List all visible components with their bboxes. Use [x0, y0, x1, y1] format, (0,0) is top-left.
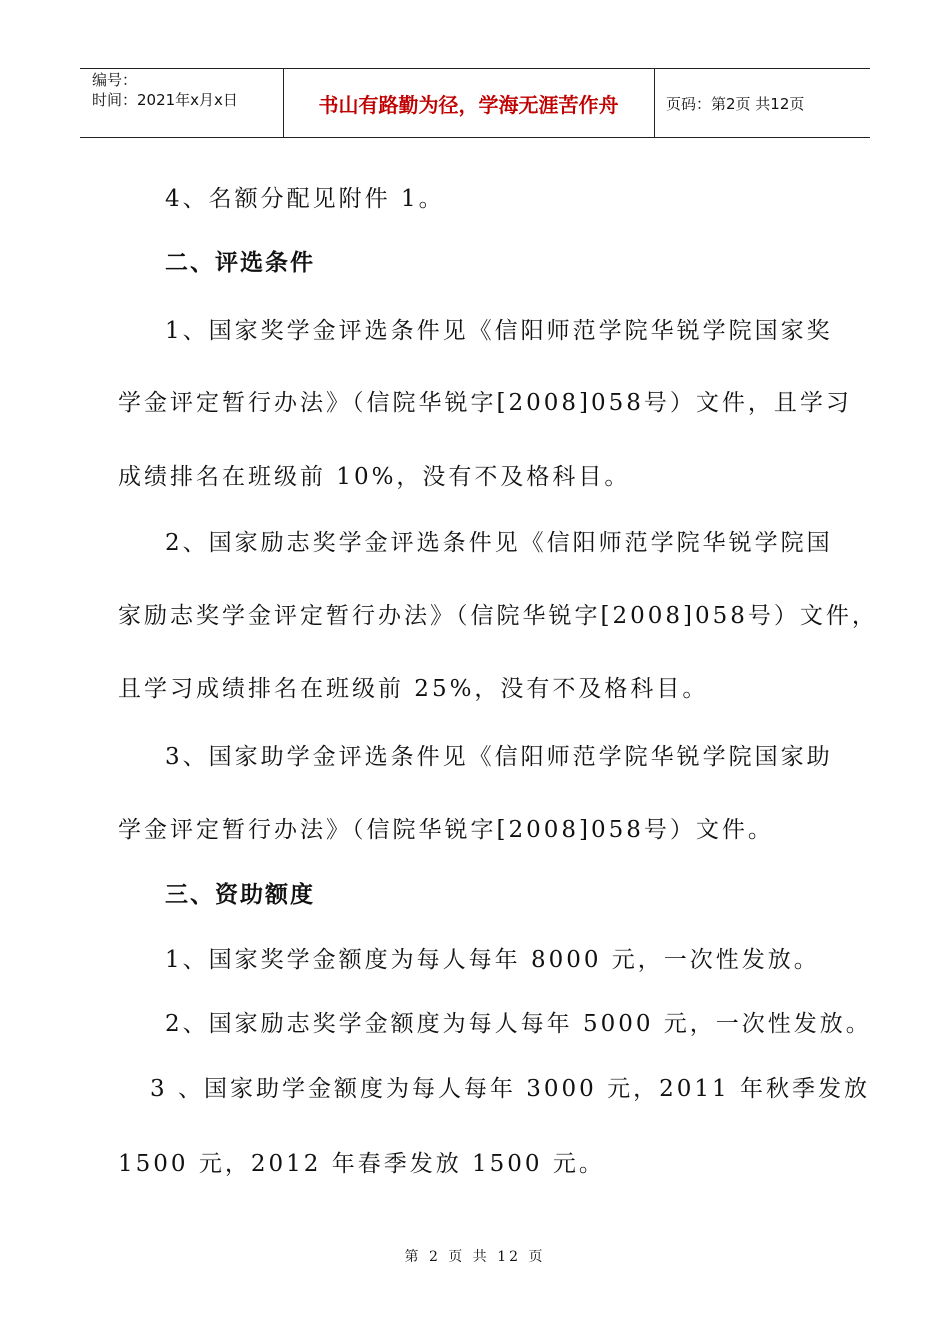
header-meta-cell [80, 69, 284, 137]
paragraph-line: 1、国家奖学金评选条件见《信阳师范学院华锐学院国家奖 [165, 318, 833, 344]
number-label: 编号： [92, 71, 138, 89]
page-header [80, 68, 870, 138]
section-heading-2: 二、评选条件 [165, 250, 315, 276]
time-label: 时间：2021年x月x日 [92, 91, 238, 109]
paragraph-line: 1500 元，2012 年春季发放 1500 元。 [118, 1151, 605, 1177]
paragraph-line: 学金评定暂行办法》（信院华锐字[2008]058号）文件，且学习 [118, 390, 852, 416]
paragraph-line: 成绩排名在班级前 10%，没有不及格科目。 [118, 464, 631, 490]
header-page-code: 页码：第2页 共12页 [666, 94, 805, 113]
paragraph-line: 学金评定暂行办法》（信院华锐字[2008]058号）文件。 [118, 817, 774, 843]
paragraph-line: 1、国家奖学金额度为每人每年 8000 元，一次性发放。 [165, 947, 820, 973]
paragraph-line: 2、国家励志奖学金评选条件见《信阳师范学院华锐学院国 [165, 530, 833, 556]
section-heading-3: 三、资助额度 [165, 882, 315, 908]
paragraph-line: 家励志奖学金评定暂行办法》（信院华锐字[2008]058号）文件， [118, 603, 878, 629]
paragraph-line: 3、国家助学金评选条件见《信阳师范学院华锐学院国家助 [165, 744, 833, 770]
paragraph-line: 2、国家励志奖学金额度为每人每年 5000 元，一次性发放。 [165, 1011, 872, 1037]
page-footer: 第 2 页 共 12 页 [404, 1249, 546, 1265]
paragraph-line: 4、名额分配见附件 1。 [165, 186, 445, 212]
paragraph-line: 3 、国家助学金额度为每人每年 3000 元，2011 年秋季发放 [150, 1076, 870, 1102]
header-motto: 书山有路勤为径，学海无涯苦作舟 [283, 69, 655, 137]
paragraph-line: 且学习成绩排名在班级前 25%，没有不及格科目。 [118, 676, 709, 702]
